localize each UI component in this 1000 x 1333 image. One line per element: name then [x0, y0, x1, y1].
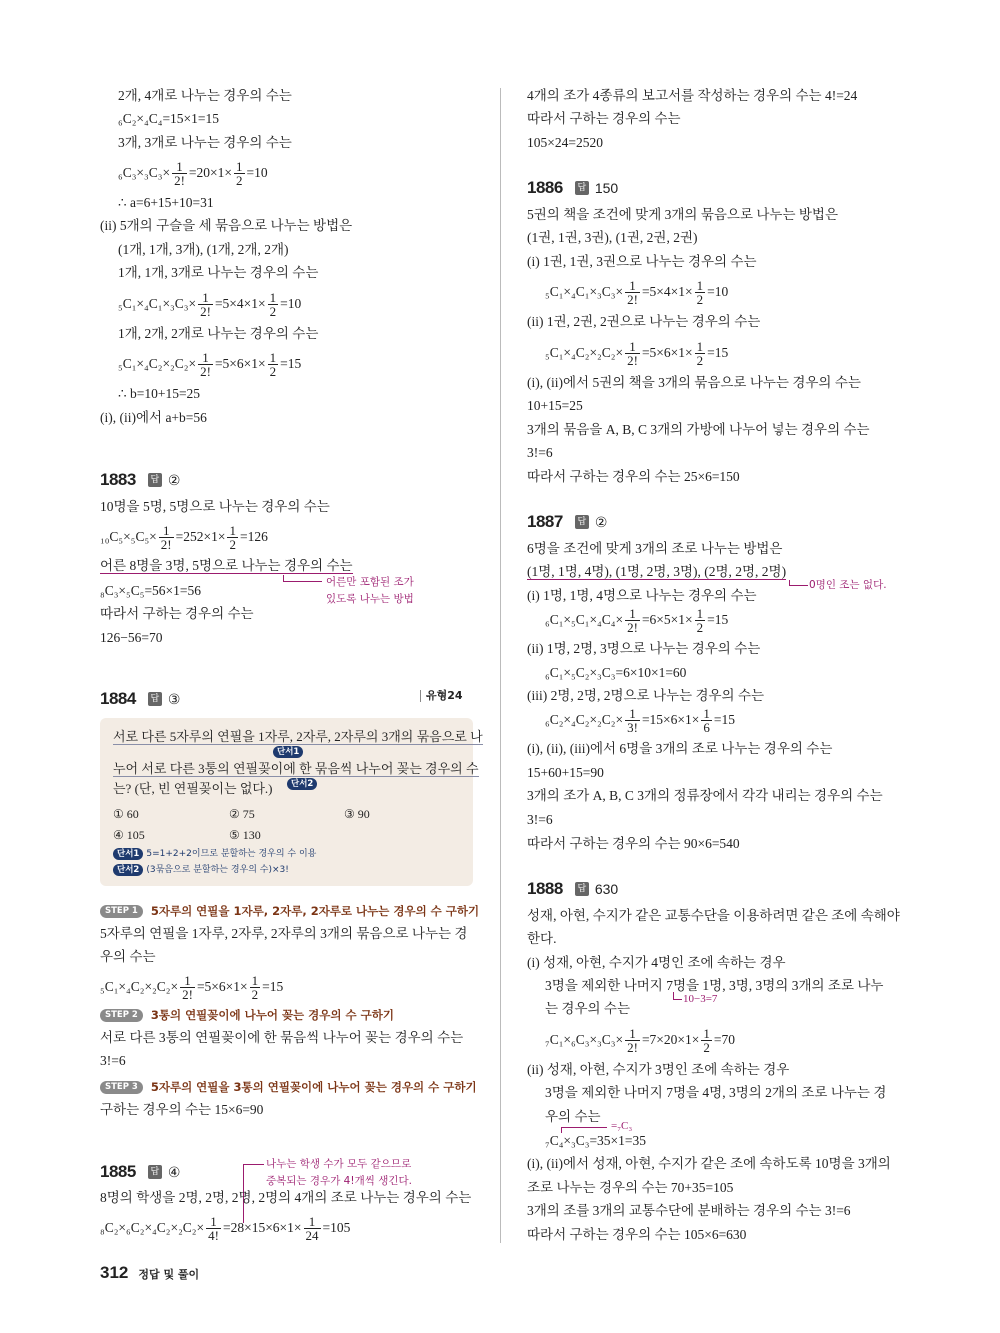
denominator: 2	[251, 987, 259, 1003]
formula-term: ₆C₁×₅C₂×₃C₃=6×10×1=60	[545, 665, 687, 680]
formula	[100, 520, 268, 554]
text-line: 는 경우의 수는	[545, 1001, 630, 1016]
page-footer	[100, 1263, 199, 1283]
clue-badge: 단서1	[113, 848, 143, 860]
text-line: ∴ b=10+15=25	[118, 386, 201, 401]
numerator: 1	[625, 340, 640, 354]
fraction	[701, 707, 712, 734]
denominator: 2!	[627, 292, 638, 308]
formula	[545, 336, 728, 370]
denominator: 2	[696, 292, 704, 308]
answer-icon: 답	[148, 473, 162, 487]
question-line: 는? (단, 빈 연필꽂이는 없다.)	[113, 781, 273, 796]
fraction	[250, 974, 261, 1001]
clue-note	[113, 861, 289, 877]
numerator: 1	[696, 339, 704, 355]
text-line: 10명을 5명, 5명으로 나누는 경우의 수는	[100, 499, 330, 514]
text-line: (1권, 1권, 3권), (1권, 2권, 2권)	[527, 230, 698, 245]
denominator: 2!	[627, 353, 638, 369]
numerator: 1	[229, 523, 236, 539]
formula-term: =126	[239, 529, 268, 544]
fraction	[206, 1215, 221, 1242]
step-title: 5자루의 연필을 3통의 연필꽂이에 나누어 꽂는 경우의 수 구하기	[150, 1080, 477, 1094]
denominator: 2!	[174, 173, 185, 189]
answer-value: ②	[594, 514, 608, 530]
problem-number: 1884	[100, 689, 136, 708]
text-line: 1개, 1개, 3개로 나누는 경우의 수는	[118, 265, 319, 280]
formula	[545, 1023, 735, 1057]
fraction	[625, 340, 640, 367]
text-line: 4개의 조가 4종류의 보고서를 작성하는 경우의 수는 4!=24	[527, 88, 858, 103]
formula-term: ₅C₁×₄C₂×₂C₂×	[118, 356, 197, 371]
problem-header	[527, 879, 618, 899]
numerator: 1	[625, 607, 640, 621]
numerator: 1	[625, 279, 640, 293]
choice-2: ② 75	[229, 807, 255, 821]
formula	[118, 287, 301, 321]
fraction	[234, 160, 245, 187]
numerator: 1	[304, 1215, 321, 1229]
answer-icon: 답	[148, 692, 162, 706]
numerator: 1	[172, 160, 187, 174]
text-line: 성재, 아현, 수지가 같은 교통수단을 이용하려면 같은 조에 속해야	[527, 908, 900, 923]
text-line: 서로 다른 3통의 연필꽂이에 한 묶음씩 나누어 꽂는 경우의 수는	[100, 1030, 464, 1045]
answer-icon: 답	[575, 515, 589, 529]
formula-term: =5×4×1×	[214, 296, 266, 311]
numerator: 1	[696, 278, 704, 294]
denominator: 2!	[627, 1040, 638, 1056]
formula-term: =105	[322, 1220, 351, 1235]
formula-term: ₇C₁×₆C₃×₃C₃×	[545, 1032, 624, 1047]
clue-text: (3묶음으로 분할하는 경우의 수)×3!	[146, 865, 289, 875]
formula-term: =5×6×1×	[641, 345, 693, 360]
clue-note	[113, 845, 316, 861]
formula	[100, 1211, 350, 1245]
fraction	[625, 279, 640, 306]
numerator: 1	[236, 159, 243, 175]
text-line: 3개의 조가 A, B, C 3개의 정류장에서 각각 내리는 경우의 수는	[527, 788, 883, 803]
formula-term: ₁₀C₅×₅C₅×	[100, 529, 157, 544]
text-line: 1개, 2개, 2개로 나누는 경우의 수는	[118, 326, 319, 341]
annotation-line: 0명인 조는 없다.	[809, 579, 887, 591]
text-line: 3명을 제외한 나머지 7명을 1명, 3명, 3명의 3개의 조로 나누	[545, 978, 884, 993]
fraction	[268, 291, 279, 318]
question-line	[113, 727, 483, 747]
text-line: 한다.	[527, 931, 557, 946]
problem-number: 1883	[100, 470, 136, 489]
text-line: 3개의 조를 3개의 교통수단에 분배하는 경우의 수는 3!=6	[527, 1203, 851, 1218]
text-line: 따라서 구하는 경우의 수는 25×6=150	[527, 469, 740, 484]
annotation-line: 10−3=7	[683, 993, 718, 1005]
text-line: 우의 수는	[545, 1109, 601, 1124]
formula-term: =28×15×6×1×	[222, 1220, 302, 1235]
formula	[118, 156, 268, 190]
formula-term: =5×6×1×	[214, 356, 266, 371]
page-number: 312	[100, 1263, 129, 1282]
formula	[100, 970, 283, 1004]
fraction	[172, 160, 187, 187]
denominator: 2	[229, 537, 236, 553]
formula-term: =10	[280, 296, 302, 311]
text-line: 5권의 책을 조건에 맞게 3개의 묶음으로 나누는 방법은	[527, 207, 838, 222]
formula-term: ₈C₃×₅C₅=56×1=56	[100, 583, 202, 598]
text-line: 5자루의 연필을 1자루, 2자루, 2자루의 3개의 묶음으로 나누는 경	[100, 926, 468, 941]
answer-value: ④	[167, 1164, 181, 1180]
denominator: 2!	[182, 987, 193, 1003]
text-line: (ii) 성재, 아현, 수지가 3명인 조에 속하는 경우	[527, 1062, 790, 1077]
formula-term: =15	[262, 979, 284, 994]
denominator: 2	[696, 353, 704, 369]
text-line: 3!=6	[527, 812, 553, 827]
formula-term: =15	[280, 356, 302, 371]
formula	[100, 581, 201, 601]
numerator: 1	[198, 351, 213, 365]
numerator: 1	[198, 291, 213, 305]
clue-text: 5=1+2+2이므로 분할하는 경우의 수 이용	[146, 849, 317, 859]
formula-term: ₆C₃×₃C₃×	[118, 165, 171, 180]
choice-5: ⑤ 130	[229, 828, 261, 842]
text-line: (ii) 1권, 2권, 2권으로 나누는 경우의 수는	[527, 314, 761, 329]
arrow-icon	[789, 580, 808, 586]
numerator: 1	[159, 524, 174, 538]
formula	[545, 275, 728, 309]
underlined-text: 어른 8명을 3명, 5명으로 나누는 경우의 수는	[100, 558, 353, 573]
fraction	[268, 351, 279, 378]
fraction	[159, 524, 174, 551]
formula-term: =10	[707, 284, 729, 299]
footer-title: 정답 및 풀이	[138, 1268, 200, 1281]
problem-number: 1888	[527, 879, 563, 898]
text-line: (ii) 1명, 2명, 3명으로 나누는 경우의 수는	[527, 641, 761, 656]
fraction	[695, 340, 706, 367]
problem-header	[527, 512, 607, 532]
denominator: 2	[703, 1040, 710, 1056]
text-line: (ii) 5개의 구슬을 세 묶음으로 나누는 방법은	[100, 218, 353, 233]
text-line: 3개, 3개로 나누는 경우의 수는	[118, 135, 292, 150]
formula-term: =15	[713, 712, 736, 727]
answer-icon: 답	[148, 1165, 162, 1179]
underlined-text: (1명, 1명, 4명), (1명, 2명, 3명), (2명, 2명, 2명)	[527, 564, 787, 579]
numerator: 1	[696, 606, 704, 622]
column-divider	[500, 88, 501, 1243]
numerator: 1	[625, 707, 640, 721]
text-line: ∴ a=6+15+10=31	[118, 195, 214, 210]
formula-term: ₆C₁×₅C₁×₄C₄×	[545, 612, 624, 627]
numerator: 1	[625, 1027, 640, 1041]
clue-badge: 단서2	[113, 864, 143, 876]
answer-icon: 답	[575, 181, 589, 195]
step-title: 3통의 연필꽂이에 나누어 꽂는 경우의 수 구하기	[150, 1008, 394, 1022]
text-line: 2개, 4개로 나누는 경우의 수는	[118, 88, 292, 103]
denominator: 4!	[208, 1228, 219, 1244]
step-badge: STEP 2	[100, 1009, 143, 1022]
text-line	[527, 562, 786, 582]
formula-term: ₆C₂×₄C₂×₂C₂×	[545, 712, 624, 727]
formula	[545, 703, 735, 737]
problem-header	[100, 470, 180, 490]
formula	[545, 663, 686, 683]
problem-number: 1887	[527, 512, 563, 531]
numerator: 1	[269, 290, 277, 306]
denominator: 2	[696, 620, 704, 636]
denominator: 2!	[200, 304, 211, 320]
text-line: 105×24=2520	[527, 135, 603, 150]
text-line: (iii) 2명, 2명, 2명으로 나누는 경우의 수는	[527, 688, 765, 703]
formula-term: ₈C₂×₆C₂×₄C₂×₂C₂×	[100, 1220, 205, 1235]
text-line: (i), (ii)에서 5권의 책을 3개의 묶음으로 나누는 경우의 수는	[527, 375, 861, 390]
numerator: 1	[251, 973, 259, 989]
annotation-line: =₇C₃	[611, 1120, 633, 1132]
text-line: (i) 1명, 1명, 4명으로 나누는 경우의 수는	[527, 588, 757, 603]
step-2-header	[100, 1006, 394, 1024]
numerator: 1	[180, 974, 195, 988]
annotation-line: 나누는 학생 수가 모두 같으므로	[266, 1158, 412, 1170]
answer-value: 150	[594, 180, 619, 196]
fraction	[180, 974, 195, 1001]
text-line: (i), (ii)에서 a+b=56	[100, 410, 207, 425]
formula-term: ₅C₁×₄C₂×₂C₂×	[100, 979, 179, 994]
formula	[545, 1131, 646, 1151]
formula-term: =5×4×1×	[641, 284, 693, 299]
text-line: 따라서 구하는 경우의 수는 105×6=630	[527, 1227, 747, 1242]
fraction	[625, 707, 640, 734]
formula-term: =6×5×1×	[641, 612, 693, 627]
formula-term: ₅C₁×₄C₂×₂C₂×	[545, 345, 624, 360]
choice-4: ④ 105	[113, 828, 145, 842]
step-1-header	[100, 902, 479, 920]
fraction	[625, 1027, 640, 1054]
text-line: (i), (ii)에서 성재, 아현, 수지가 같은 조에 속하도록 10명을 3개의	[527, 1156, 891, 1171]
text-line	[100, 556, 353, 576]
text-line: 3개의 묶음을 A, B, C 3개의 가방에 나누어 넣는 경우의 수는	[527, 422, 870, 437]
fraction	[701, 1027, 712, 1054]
text-line: 조로 나누는 경우의 수는 70+35=105	[527, 1180, 734, 1195]
formula-term: ₅C₁×₄C₁×₃C₃×	[118, 296, 197, 311]
fraction	[695, 607, 706, 634]
text-line: 10+15=25	[527, 398, 583, 413]
arrow-icon	[283, 575, 322, 582]
annotation-line: 어른만 포함된 조가	[326, 576, 414, 588]
problem-number: 1885	[100, 1162, 136, 1181]
formula-term: ₅C₁×₄C₁×₃C₃×	[545, 284, 624, 299]
formula	[118, 109, 219, 129]
denominator: 2	[269, 364, 277, 380]
step-title: 5자루의 연필을 1자루, 2자루, 2자루로 나누는 경우의 수 구하기	[150, 904, 480, 918]
denominator: 2!	[627, 620, 638, 636]
underlined-text: 누어 서로 다른 3통의 연필꽂이에 한 묶음씩 나누어 꽂는 경우의 수	[113, 761, 479, 776]
text-line: 따라서 구하는 경우의 수는 90×6=540	[527, 836, 740, 851]
formula-term: =20×1×	[188, 165, 232, 180]
text-line: (i) 1권, 1권, 3권으로 나누는 경우의 수는	[527, 254, 757, 269]
underlined-text: 서로 다른 5자루의 연필을 1자루, 2자루, 2자루의 3개의 묶음으로 나	[113, 729, 483, 744]
formula-term: ₆C₂×₄C₄=15×1=15	[118, 111, 220, 126]
fraction	[625, 607, 640, 634]
annotation-line: 있도록 나누는 방법	[326, 593, 414, 605]
fraction	[198, 291, 213, 318]
denominator: 2	[269, 304, 277, 320]
text-line: 따라서 구하는 경우의 수는	[100, 606, 254, 621]
formula	[118, 347, 301, 381]
text-line: (1개, 1개, 3개), (1개, 2개, 2개)	[118, 242, 289, 257]
problem-header	[100, 1162, 180, 1182]
denominator: 2!	[200, 364, 211, 380]
formula-term: =10	[246, 165, 268, 180]
fraction	[198, 351, 213, 378]
answer-value: ③	[167, 691, 181, 707]
formula-term: =15×6×1×	[641, 712, 700, 727]
text-line: 3!=6	[527, 445, 553, 460]
choice-3: ③ 90	[344, 807, 370, 821]
question-line	[113, 759, 479, 779]
text-line: (i) 성재, 아현, 수지가 4명인 조에 속하는 경우	[527, 955, 786, 970]
formula-term: =15	[707, 345, 729, 360]
annotation-line: 중복되는 경우가 4!개씩 생긴다.	[266, 1175, 412, 1187]
formula-term: =7×20×1×	[641, 1032, 700, 1047]
problem-header	[527, 178, 618, 198]
fraction	[227, 524, 238, 551]
arrow-icon	[673, 992, 682, 1000]
problem-number: 1886	[527, 178, 563, 197]
text-line: 따라서 구하는 경우의 수는	[527, 111, 681, 126]
denominator: 24	[305, 1228, 319, 1244]
clue-badge: 단서1	[273, 746, 303, 758]
numerator: 1	[269, 350, 277, 366]
answer-icon: 답	[575, 882, 589, 896]
clue-badge: 단서2	[287, 778, 317, 790]
denominator: 6	[703, 720, 710, 736]
text-line: 15+60+15=90	[527, 765, 604, 780]
text-line: 6명을 조건에 맞게 3개의 조로 나누는 방법은	[527, 541, 783, 556]
choice-1: ① 60	[113, 807, 139, 821]
answer-value: 630	[594, 881, 619, 897]
numerator: 1	[206, 1215, 221, 1229]
type-tag: 유형24	[420, 690, 463, 702]
denominator: 3!	[627, 720, 638, 736]
denominator: 2	[236, 173, 243, 189]
formula-term: ₇C₄×₃C₃=35×1=35	[545, 1133, 647, 1148]
denominator: 2!	[160, 537, 172, 553]
formula-term: =5×6×1×	[196, 979, 248, 994]
text-line: 8명의 학생을 2명, 2명, 2명, 2명의 4개의 조로 나누는 경우의 수는	[100, 1190, 472, 1205]
step-3-header	[100, 1078, 477, 1096]
text-line: 우의 수는	[100, 949, 156, 964]
fraction	[304, 1215, 321, 1242]
numerator: 1	[703, 706, 710, 722]
formula-term: =252×1×	[175, 529, 226, 544]
text-line: 3명을 제외한 나머지 7명을 4명, 3명의 2개의 조로 나누는 경	[545, 1085, 887, 1100]
text-line: (i), (ii), (iii)에서 6명을 3개의 조로 나누는 경우의 수는	[527, 741, 833, 756]
text-line: 126−56=70	[100, 630, 163, 645]
formula	[545, 603, 728, 637]
step-badge: STEP 3	[100, 1081, 143, 1094]
answer-value: ②	[167, 472, 181, 488]
fraction	[695, 279, 706, 306]
step-badge: STEP 1	[100, 905, 143, 918]
formula-term: =70	[713, 1032, 736, 1047]
problem-header	[100, 689, 180, 709]
text-line: 3!=6	[100, 1053, 126, 1068]
numerator: 1	[703, 1026, 710, 1042]
text-line: 구하는 경우의 수는 15×6=90	[100, 1102, 264, 1117]
formula-term: =15	[707, 612, 729, 627]
